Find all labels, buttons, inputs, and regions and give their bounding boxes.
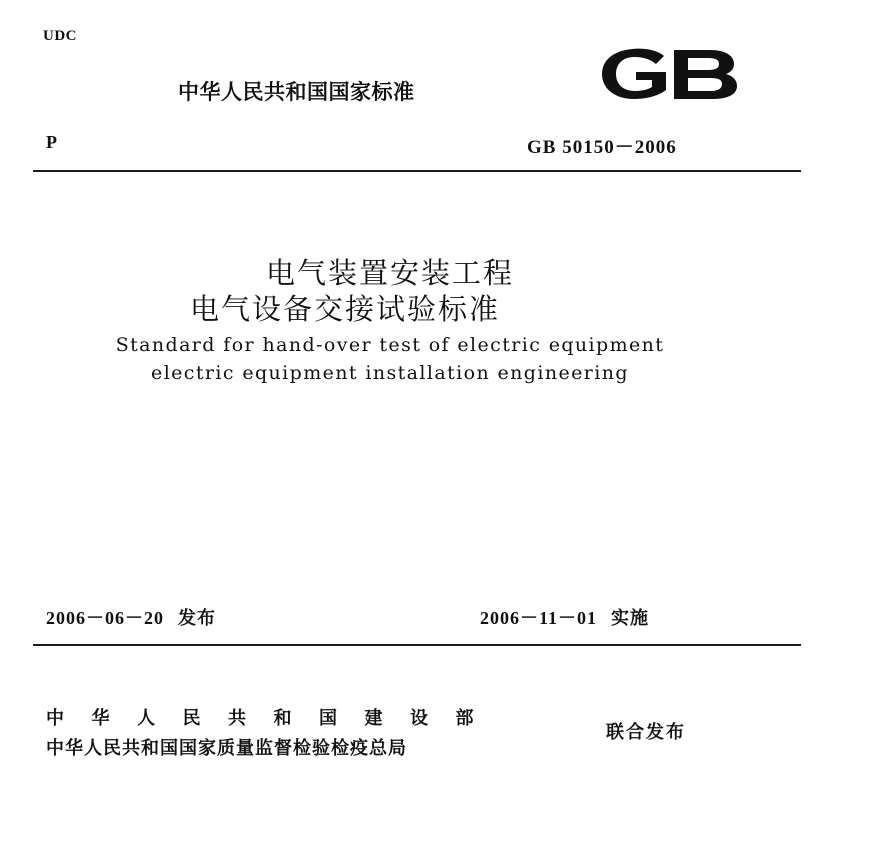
title-cn-line2: 电气设备交接试验标准 <box>189 292 500 326</box>
title-en-line1: Standard for hand-over test of electric equipment <box>115 334 665 356</box>
implement-date-block <box>480 604 649 630</box>
issuer-ministry: 中华人民共和国建设部 <box>46 708 501 729</box>
gb-logo <box>598 46 740 102</box>
implement-label: 实施 <box>611 608 650 629</box>
issue-date-block <box>46 604 216 630</box>
joint-issue-label: 联合发布 <box>606 722 686 743</box>
bottom-divider <box>33 644 801 646</box>
title-cn-line1: 电气装置安装工程 <box>265 256 514 290</box>
standard-number: GB 50150－2006 <box>527 137 677 158</box>
implement-date: 2006－11－01 <box>480 608 598 628</box>
national-standard-title: 中华人民共和国国家标准 <box>178 80 415 104</box>
classification-code: P <box>46 132 57 152</box>
issue-date: 2006－06－20 <box>46 608 164 628</box>
top-divider <box>33 170 801 172</box>
issue-label: 发布 <box>178 608 216 629</box>
issuer-aqsiq: 中华人民共和国国家质量监督检验检疫总局 <box>46 738 407 759</box>
udc-label: UDC <box>43 28 77 44</box>
title-en-line2: electric equipment installation engineering <box>151 362 629 384</box>
